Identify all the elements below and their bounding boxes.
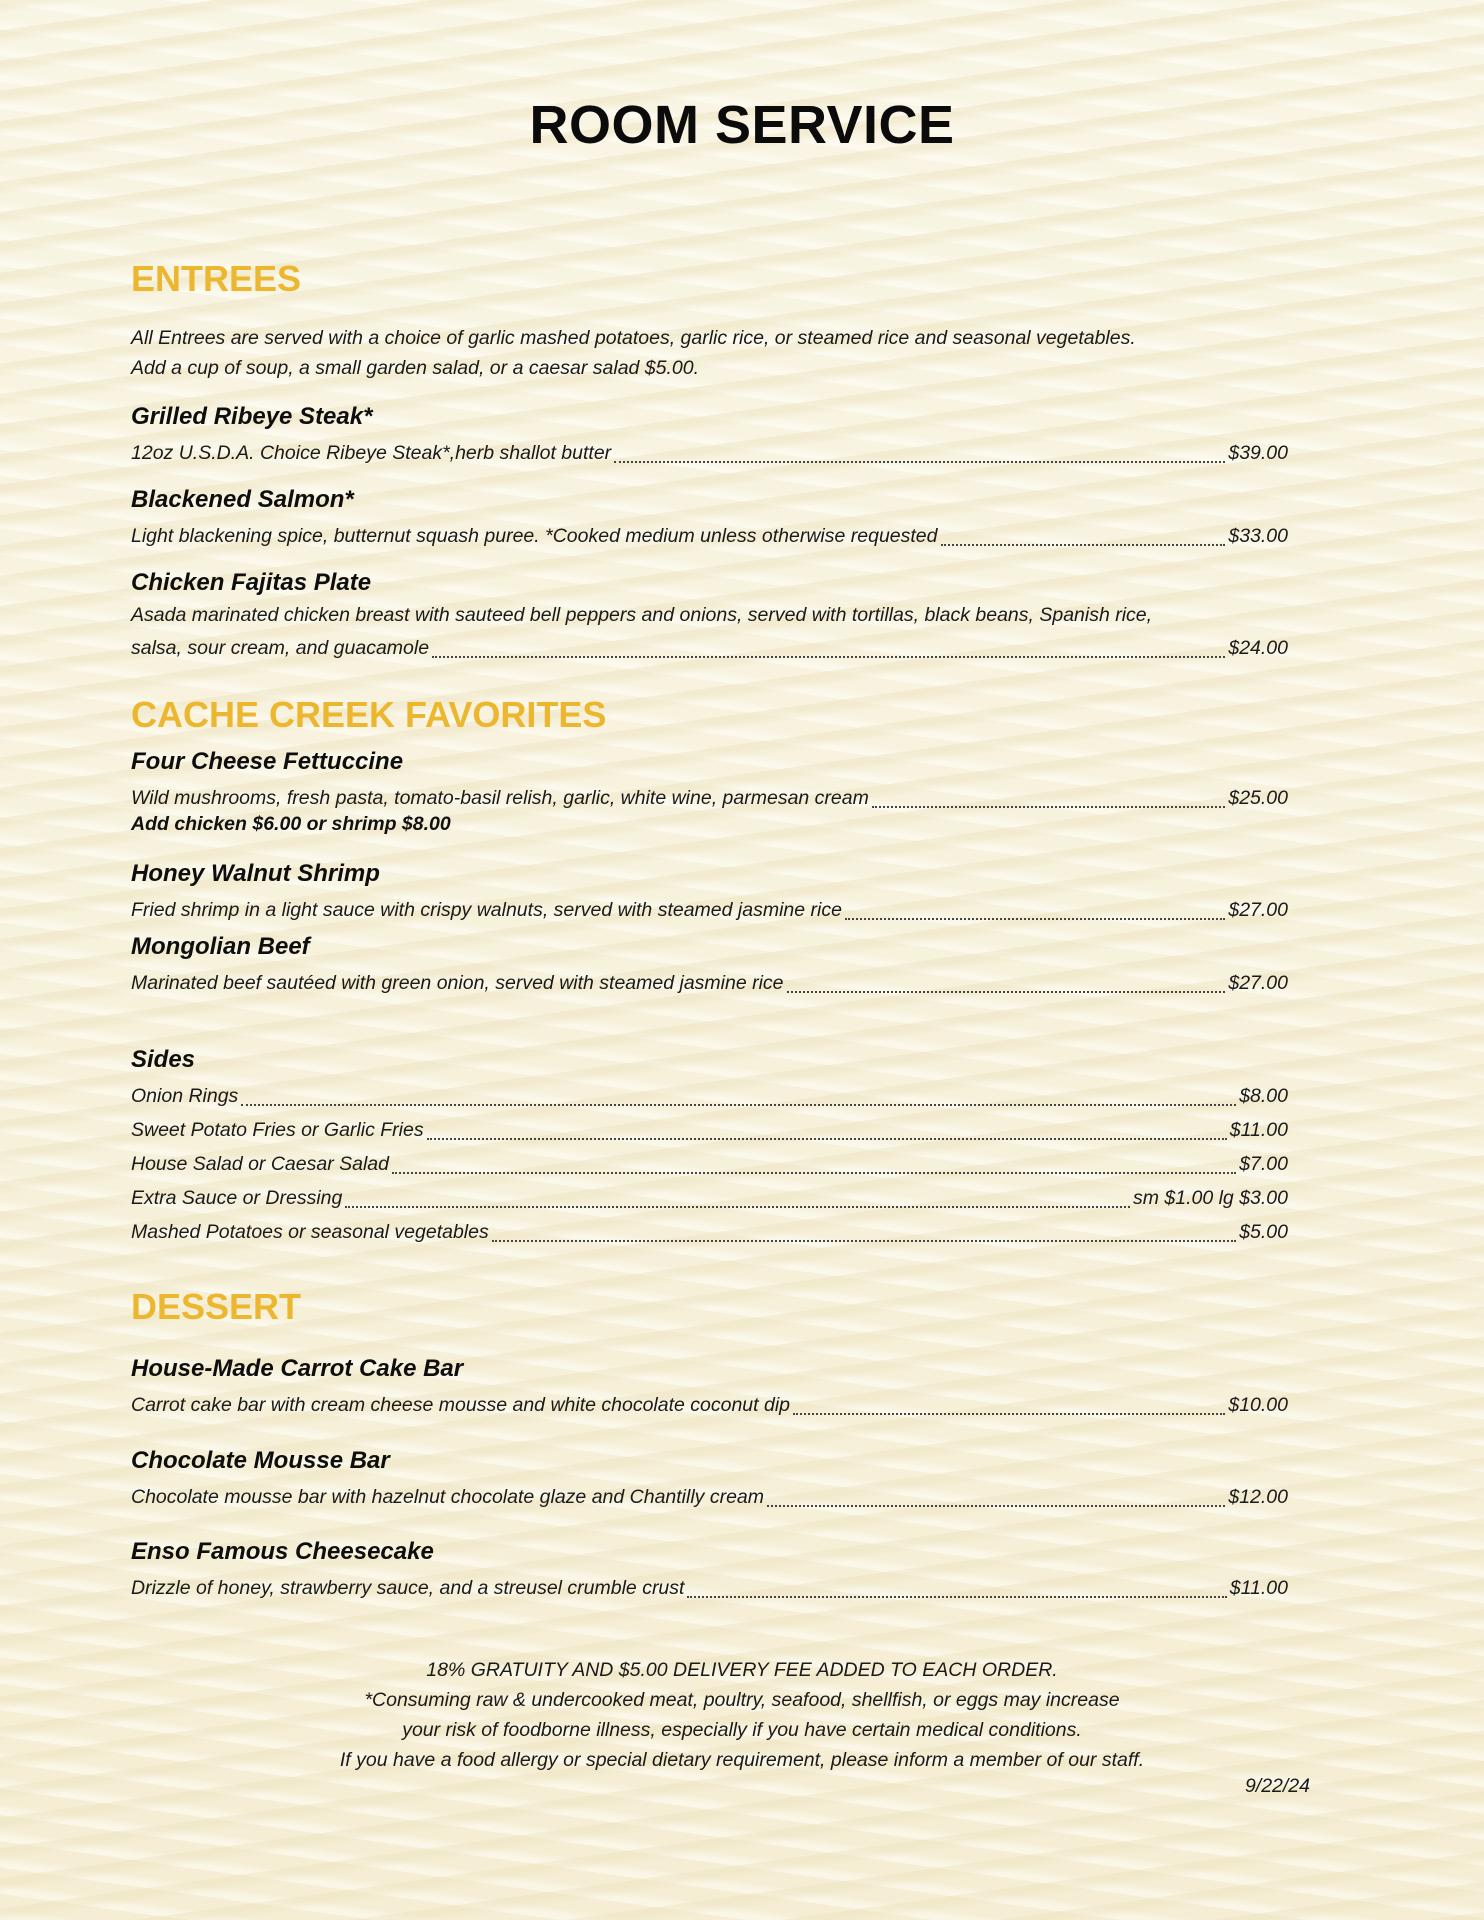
- item-name-ribeye: Grilled Ribeye Steak*: [131, 403, 373, 430]
- dot-leader: [614, 439, 1225, 463]
- section-heading-sides: Sides: [131, 1046, 196, 1073]
- dot-leader: [392, 1150, 1236, 1174]
- dot-leader: [432, 634, 1225, 658]
- footer-notice: [0, 1655, 1484, 1775]
- item-price: $33.00: [1228, 525, 1288, 547]
- menu-date: 9/22/24: [1244, 1775, 1310, 1797]
- item-price: $25.00: [1228, 787, 1288, 809]
- footer-gratuity-note: 18% GRATUITY AND $5.00 DELIVERY FEE ADDED TO EACH ORDER.: [426, 1659, 1058, 1681]
- dot-leader: [845, 896, 1225, 920]
- dot-leader: [767, 1483, 1225, 1507]
- menu-line-fajitas: [131, 630, 1288, 660]
- item-price: $10.00: [1228, 1394, 1288, 1416]
- dot-leader: [941, 522, 1226, 546]
- footer-allergy-note: If you have a food allergy or special dietary requirement, please inform a member of our staff.: [339, 1749, 1145, 1771]
- section-heading-entrees: ENTREES: [131, 258, 302, 299]
- item-description: Drizzle of honey, strawberry sauce, and a streusel crumble crust: [131, 1577, 685, 1599]
- item-description-fajitas-line-1: Asada marinated chicken breast with sauteed bell peppers and onions, served with tortillas, black beans, Spanish rice,: [131, 604, 1153, 626]
- item-description: Mashed Potatoes or seasonal vegetables: [131, 1221, 489, 1243]
- dot-leader: [787, 969, 1226, 993]
- menu-line-honey-walnut-shrimp: [131, 892, 1288, 922]
- section-heading-dessert: DESSERT: [131, 1286, 302, 1327]
- dot-leader: [687, 1574, 1226, 1598]
- menu-line-cheesecake: [131, 1570, 1288, 1600]
- dot-leader: [427, 1116, 1227, 1140]
- item-description: House Salad or Caesar Salad: [131, 1153, 389, 1175]
- item-price: $12.00: [1228, 1486, 1288, 1508]
- item-name-salmon: Blackened Salmon*: [131, 486, 354, 513]
- page-title: ROOM SERVICE: [529, 95, 955, 155]
- menu-line-carrot-cake: [131, 1387, 1288, 1417]
- section-heading-favorites: CACHE CREEK FAVORITES: [131, 694, 607, 735]
- dot-leader: [872, 784, 1225, 808]
- menu-line-side: [131, 1078, 1288, 1108]
- item-price: $27.00: [1228, 899, 1288, 921]
- item-description: Chocolate mousse bar with hazelnut chocolate glaze and Chantilly cream: [131, 1486, 765, 1508]
- item-name-fettuccine: Four Cheese Fettuccine: [131, 748, 404, 775]
- item-addon-fettuccine: Add chicken $6.00 or shrimp $8.00: [131, 813, 451, 835]
- item-description: Carrot cake bar with cream cheese mousse and white chocolate coconut dip: [131, 1394, 791, 1416]
- item-description: Wild mushrooms, fresh pasta, tomato-basil relish, garlic, white wine, parmesan cream: [131, 787, 869, 809]
- menu-line-side: [131, 1180, 1288, 1210]
- footer-health-warning-2: your risk of foodborne illness, especially if you have certain medical conditions.: [402, 1719, 1082, 1741]
- item-name-fajitas: Chicken Fajitas Plate: [131, 569, 372, 596]
- item-price: $27.00: [1228, 972, 1288, 994]
- item-price: $8.00: [1239, 1085, 1288, 1107]
- item-name-carrot-cake: House-Made Carrot Cake Bar: [131, 1355, 464, 1382]
- item-price: $11.00: [1229, 1577, 1288, 1599]
- dot-leader: [492, 1218, 1236, 1242]
- item-name-honey-walnut-shrimp: Honey Walnut Shrimp: [131, 860, 380, 887]
- menu-line-side: [131, 1214, 1288, 1244]
- item-description: Marinated beef sautéed with green onion, served with steamed jasmine rice: [131, 972, 784, 994]
- menu-line-ribeye: [131, 435, 1288, 465]
- item-price: sm $1.00 lg $3.00: [1132, 1187, 1288, 1209]
- item-name-mongolian-beef: Mongolian Beef: [131, 933, 310, 960]
- item-description: Fried shrimp in a light sauce with crispy walnuts, served with steamed jasmine rice: [131, 899, 842, 921]
- dot-leader: [345, 1184, 1130, 1208]
- item-description: Light blackening spice, butternut squash puree. *Cooked medium unless otherwise requested: [131, 525, 938, 547]
- menu-line-salmon: [131, 518, 1288, 548]
- item-description: Sweet Potato Fries or Garlic Fries: [131, 1119, 424, 1141]
- entrees-intro-line-1: All Entrees are served with a choice of garlic mashed potatoes, garlic rice, or steamed rice and seasonal vegetables.: [131, 327, 1136, 349]
- item-price: $5.00: [1239, 1221, 1288, 1243]
- menu-line-fettuccine: [131, 780, 1288, 810]
- menu-line-chocolate-mousse: [131, 1479, 1288, 1509]
- entrees-intro: [131, 323, 1281, 383]
- menu-line-side: [131, 1146, 1288, 1176]
- dot-leader: [793, 1391, 1225, 1415]
- item-name-chocolate-mousse: Chocolate Mousse Bar: [131, 1447, 390, 1474]
- item-name-cheesecake: Enso Famous Cheesecake: [131, 1538, 434, 1565]
- entrees-intro-line-2: Add a cup of soup, a small garden salad, or a caesar salad $5.00.: [131, 357, 700, 379]
- item-price: $39.00: [1228, 442, 1288, 464]
- menu-line-mongolian-beef: [131, 965, 1288, 995]
- item-description: Extra Sauce or Dressing: [131, 1187, 343, 1209]
- item-price: $24.00: [1228, 637, 1288, 659]
- item-price: $11.00: [1229, 1119, 1288, 1141]
- dot-leader: [241, 1082, 1236, 1106]
- item-description: 12oz U.S.D.A. Choice Ribeye Steak*,herb shallot butter: [131, 442, 612, 464]
- item-description: Onion Rings: [131, 1085, 239, 1107]
- footer-health-warning-1: *Consuming raw & undercooked meat, poultry, seafood, shellfish, or eggs may increase: [364, 1689, 1120, 1711]
- item-description: salsa, sour cream, and guacamole: [131, 637, 430, 659]
- item-price: $7.00: [1239, 1153, 1288, 1175]
- menu-line-side: [131, 1112, 1288, 1142]
